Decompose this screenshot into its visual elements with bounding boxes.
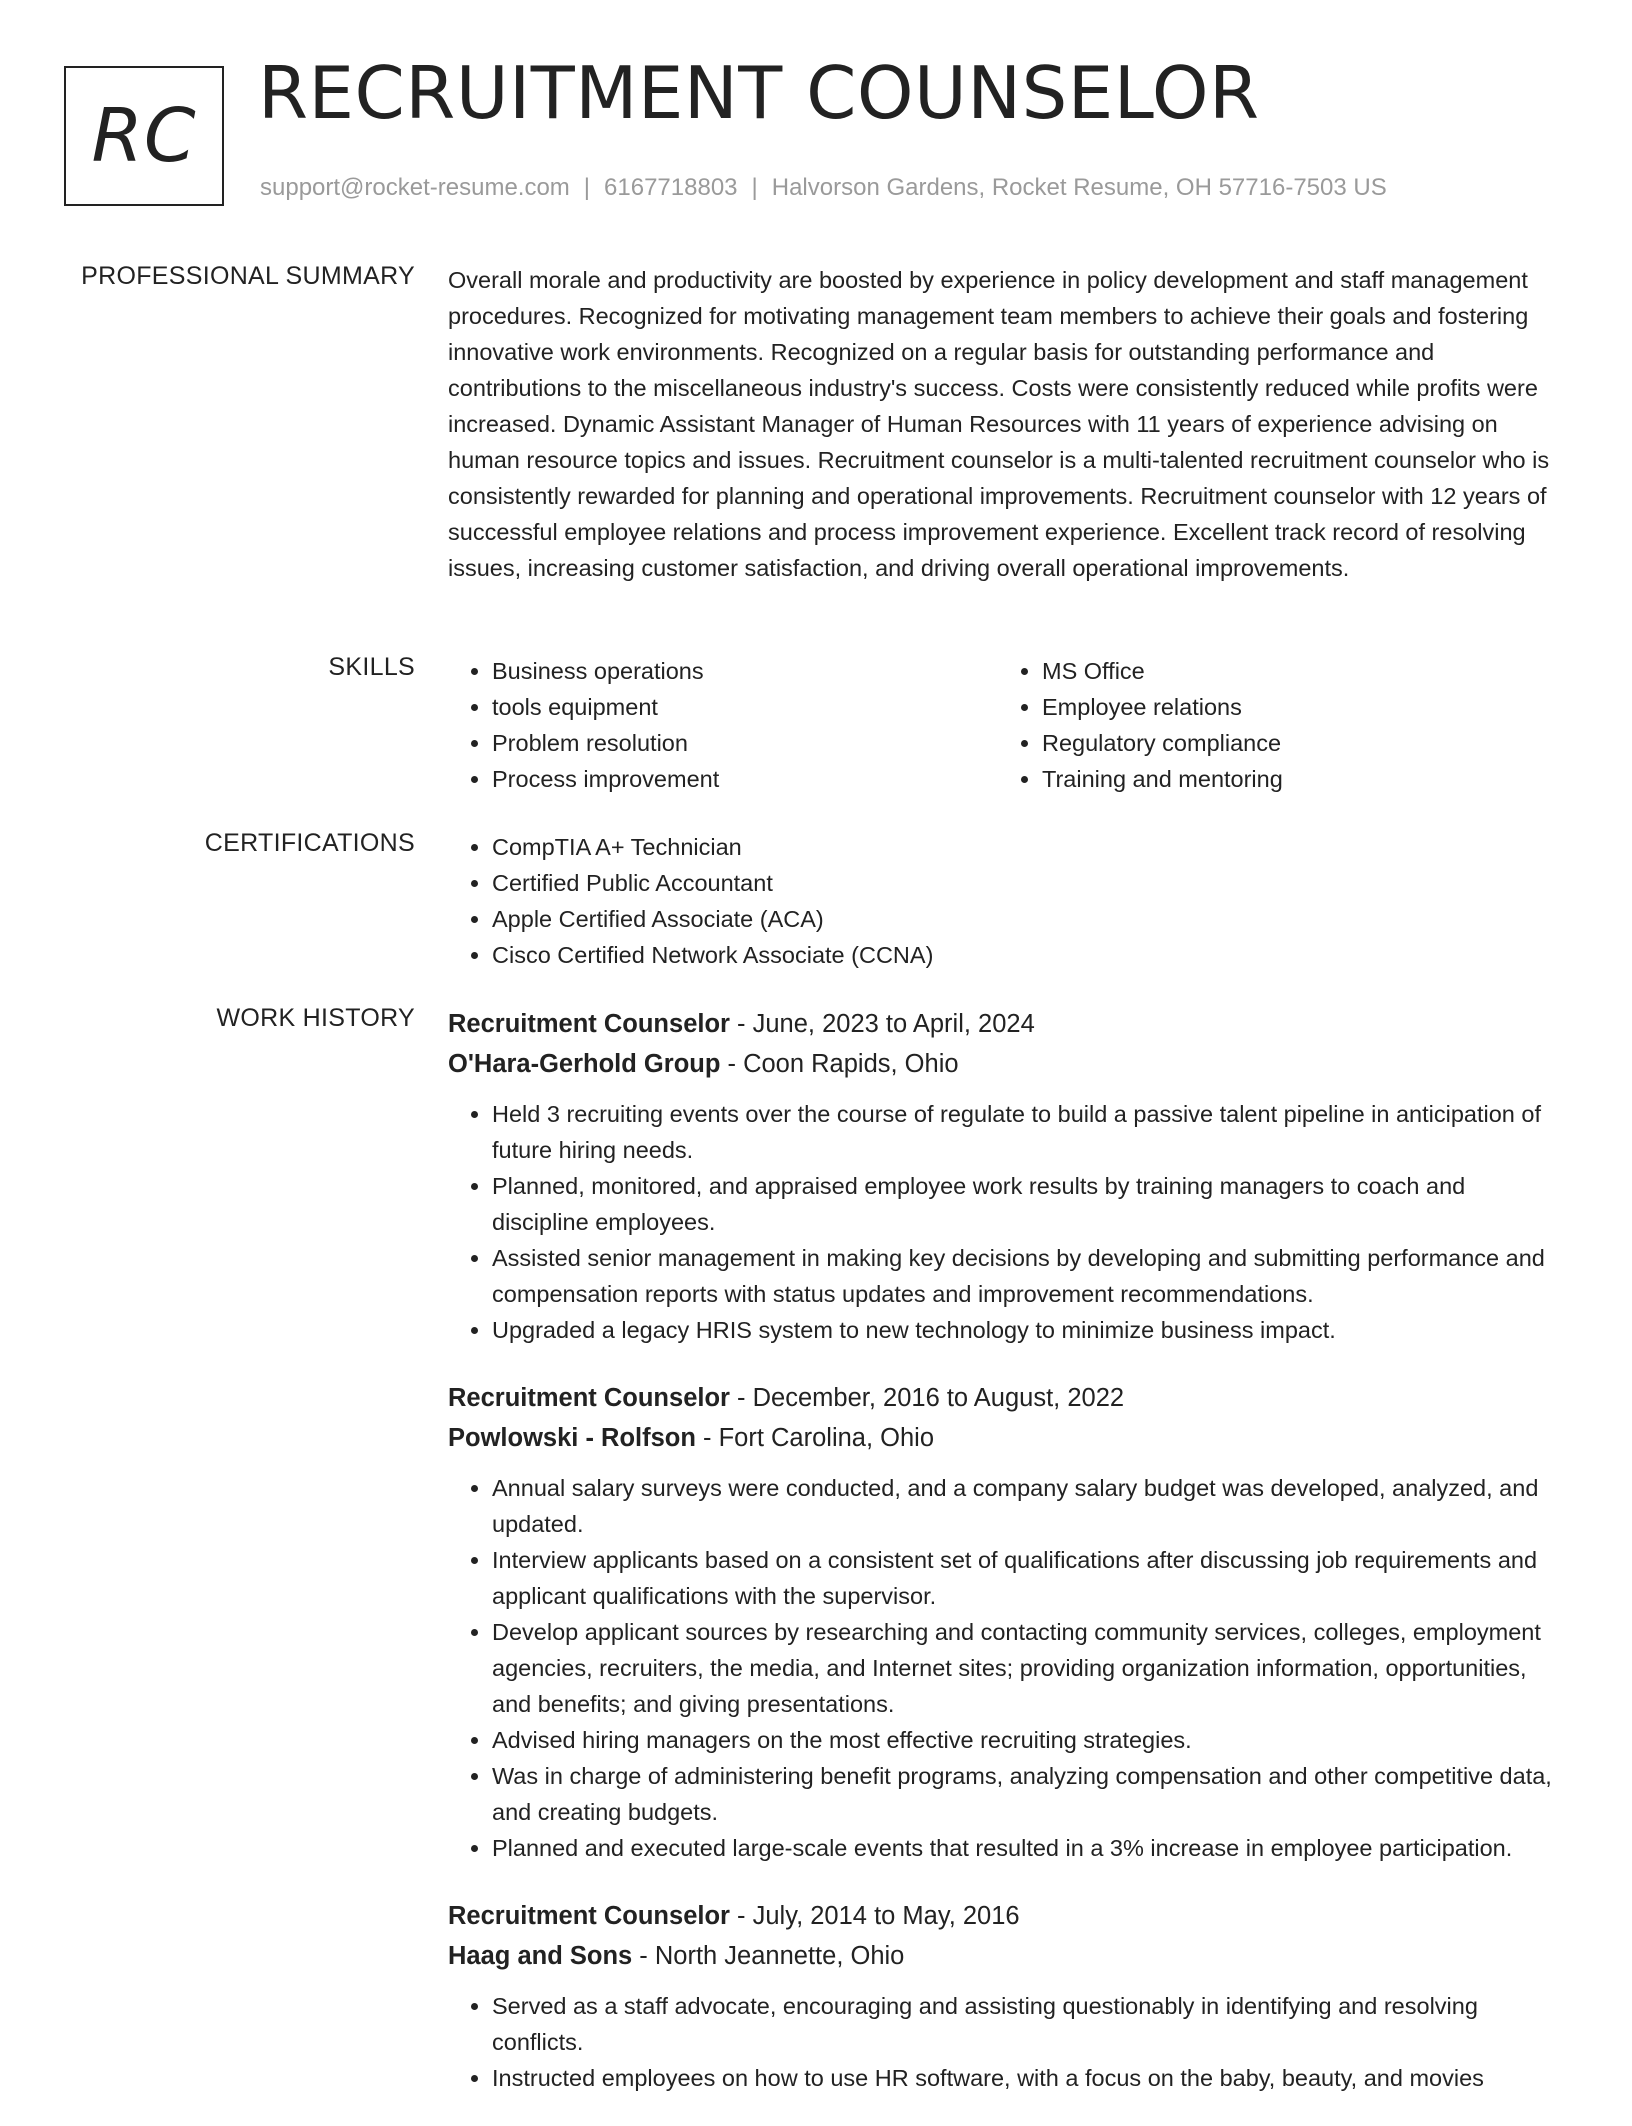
job-bullet: • Assisted senior management in making key decisions by developing and submitting performance and compensation reports with status updates and improvement recommendations. [492,1240,1568,1312]
certifications-body [448,829,1568,973]
skill-item: • Process improvement [492,761,998,797]
job-location: - Coon Rapids, Ohio [720,1050,959,1078]
skills-grid [448,653,1568,797]
section-label-summary: PROFESSIONAL SUMMARY [81,262,415,290]
resume-name: RECRUITMENT COUNSELOR [258,51,1260,135]
job-entry [448,1896,1568,2096]
job-title-line [448,1896,1568,1936]
job-location: - Fort Carolina, Ohio [695,1424,935,1452]
job-bullet: • Planned and executed large-scale events that resulted in a 3% increase in employee participation. [492,1830,1568,1866]
certification-item: • CompTIA A+ Technician [492,829,1568,865]
certification-item: • Apple Certified Associate (ACA) [492,901,1568,937]
skill-item: • Business operations [492,653,998,689]
job-title: Recruitment Counselor [448,1384,730,1412]
job-bullet: • Served as a staff advocate, encouraging and assisting questionably in identifying and resolving conflicts. [492,1988,1568,2060]
job-company: O'Hara-Gerhold Group [448,1050,721,1078]
job-title-line [448,1378,1568,1418]
job-title: Recruitment Counselor [448,1902,730,1930]
contact-separator: | [583,174,591,201]
work-history-body [448,1004,1568,2126]
contact-phone: 6167718803 [604,174,738,201]
skill-item: • Training and mentoring [1042,761,1548,797]
section-label-skills: SKILLS [328,653,415,681]
certification-item: • Certified Public Accountant [492,865,1568,901]
job-bullet: • Interview applicants based on a consistent set of qualifications after discussing job requirements and applicant qualifications with the supervisor. [492,1542,1568,1614]
job-bullet: • Planned, monitored, and appraised employee work results by training managers to coach and discipline employees. [492,1168,1568,1240]
job-entry [448,1004,1568,1348]
skills-column-right [998,653,1548,797]
job-company-line [448,1044,1568,1084]
skill-item: • tools equipment [492,689,998,725]
skill-item: • MS Office [1042,653,1548,689]
contact-email: support@rocket-resume.com [260,174,570,201]
job-entry [448,1378,1568,1866]
job-bullet: • Upgraded a legacy HRIS system to new technology to minimize business impact. [492,1312,1568,1348]
job-company: Powlowski - Rolfson [448,1424,696,1452]
summary-body [448,262,1568,586]
job-company-line [448,1418,1568,1458]
skill-item: • Regulatory compliance [1042,725,1548,761]
job-dates: - June, 2023 to April, 2024 [729,1010,1035,1038]
contact-separator: | [751,174,758,201]
skill-item: • Problem resolution [492,725,998,761]
job-location: - North Jeannette, Ohio [632,1942,905,1970]
contact-address: Halvorson Gardens, Rocket Resume, OH 57716-7503 US [771,174,1387,201]
contact-line [260,174,1387,202]
job-dates: - December, 2016 to August, 2022 [729,1384,1125,1412]
job-bullet: • Was in charge of administering benefit programs, analyzing compensation and other competitive data, and creating budgets. [492,1758,1568,1830]
skills-body [448,653,1568,797]
monogram-logo: RC [64,66,224,206]
section-label-work-history: WORK HISTORY [216,1004,415,1032]
job-title-line [448,1004,1568,1044]
section-label-certifications: CERTIFICATIONS [204,829,415,857]
job-bullet: • Instructed employees on how to use HR software, with a focus on the baby, beauty, and movies [492,2060,1568,2096]
job-company: Haag and Sons [448,1942,633,1970]
certification-item: • Cisco Certified Network Associate (CCNA) [492,937,1568,973]
summary-text: Overall morale and productivity are boosted by experience in policy development and staff management procedures. Recognized for motivating management team members to achieve their goals and fostering innovative work environments. Recognized on a regular basis for outstanding performance and contributions to the miscellaneous industry's success. Costs were consistently reduced while profits were increased. Dynamic Assistant Manager of Human Resources with 11 years of experience advising on human resource topics and issues. Recruitment counselor is a multi-talented recruitment counselor who is consistently rewarded for planning and operational improvements. Recruitment counselor with 12 years of successful employee relations and process improvement experience. Excellent track record of resolving issues, increasing customer satisfaction, and driving overall operational improvements. [448,267,1550,581]
job-company-line [448,1936,1568,1976]
skill-item: • Employee relations [1042,689,1548,725]
job-bullet: • Held 3 recruiting events over the course of regulate to build a passive talent pipeline in anticipation of future hiring needs. [492,1096,1568,1168]
job-dates: - July, 2014 to May, 2016 [729,1902,1020,1930]
skills-column-left [448,653,998,797]
job-bullet: • Advised hiring managers on the most effective recruiting strategies. [492,1722,1568,1758]
job-bullet: • Develop applicant sources by researching and contacting community services, colleges, employment agencies, recruiters, the media, and Internet sites; providing organization information, opportunities, and benefits; and giving presentations. [492,1614,1568,1722]
job-bullet: • Annual salary surveys were conducted, and a company salary budget was developed, analyzed, and updated. [492,1470,1568,1542]
job-title: Recruitment Counselor [448,1010,730,1038]
